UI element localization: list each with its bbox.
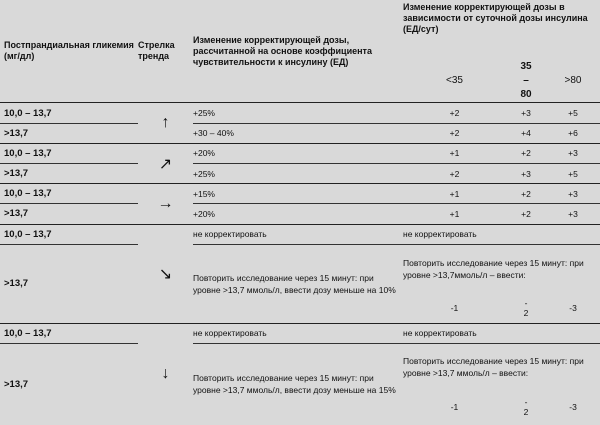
table-row [0,103,600,123]
table-row [0,224,600,244]
dose-high-cell: +5 [546,103,600,123]
isf-change-cell: не корректировать [193,323,403,343]
header-glycemia: Постпрандиальная гликемия (мг/дл) [0,0,138,103]
table-row [0,184,600,204]
subheader-high: >80 [546,59,600,103]
dose-mid-sign: - [524,297,528,308]
isf-change-cell: +20% [193,204,403,224]
arrow-down-icon: ↓ [161,365,170,383]
table-row [0,323,600,343]
table-row [0,164,600,184]
glycemia-cell: 10,0 – 13,7 [0,143,138,163]
arrow-right-icon: → [138,184,193,224]
glycemia-cell: >13,7 [4,378,29,390]
subheader-low: <35 [403,59,506,103]
dose-high-cell: +6 [546,123,600,143]
glycemia-cell: >13,7 [0,204,138,224]
dose-low-cell: +1 [403,143,506,163]
isf-change-note-cell: Повторить исследование через 15 минут: при уровне >13,7 ммоль/л, ввести дозу меньше на 15% [193,373,396,396]
subheader-mid-to: 80 [520,88,532,100]
table-row [0,343,600,389]
isf-change-cell: +20% [193,143,403,163]
isf-change-note-cell: Повторить исследование через 15 минут: при уровне >13,7 ммоль/л, ввести дозу меньше на 10% [193,244,403,323]
dose-mid-cell: +4 [506,123,546,143]
header-trend-arrow: Стрелка тренда [138,0,193,103]
isf-change-cell: +25% [193,103,403,123]
header-correction-daily: Изменение корректирующей дозы в зависимости от суточной дозы инсулина (ЕД/сут) [403,2,588,34]
glycemia-cell: >13,7 [0,164,138,184]
dose-low-cell: -1 [450,402,459,413]
isf-change-cell: не корректировать [193,224,403,244]
dose-mid-sign: - [524,397,528,408]
isf-change-cell: +25% [193,164,403,184]
dose-high-cell: +3 [546,143,600,163]
dose-mid-cell: +3 [506,103,546,123]
dose-mid-cell: +2 [506,184,546,204]
subheader-mid [506,59,546,103]
dose-low-cell: -1 [403,293,506,323]
dose-mid-cell: +2 [506,143,546,163]
table-row [0,244,600,292]
isf-change-cell: +30 – 40% [193,123,403,143]
isf-change-cell: +15% [193,184,403,204]
glycemia-cell: >13,7 [0,244,138,323]
daily-dose-note-cell: не корректировать [403,323,600,343]
dose-high-cell: +5 [546,164,600,184]
dose-mid-cell: +2 [506,204,546,224]
dose-high-cell: -3 [569,402,577,413]
dose-low-cell: +1 [403,204,506,224]
subheader-mid-dash: – [523,74,529,86]
dose-mid-cell: +3 [506,164,546,184]
arrow-up-icon: ↑ [138,103,193,143]
dose-mid-value: 2 [523,307,529,318]
glycemia-cell: 10,0 – 13,7 [0,184,138,204]
glycemia-cell: 10,0 – 13,7 [0,103,138,123]
table-row [0,143,600,163]
table-row [0,204,600,224]
daily-dose-note-cell: Повторить исследование через 15 минут: при уровне >13,7 ммоль/л – ввести: [403,355,584,378]
glycemia-cell: 10,0 – 13,7 [0,323,138,343]
dose-low-cell: +2 [403,164,506,184]
glycemia-cell: 10,0 – 13,7 [0,224,138,244]
arrow-up-right-icon: ↗ [138,143,193,183]
daily-dose-note-cell: не корректировать [403,224,600,244]
dose-low-cell: +2 [403,103,506,123]
arrow-down-right-icon: ↘ [138,224,193,323]
glycemia-cell: >13,7 [0,123,138,143]
dose-high-cell: +3 [546,204,600,224]
table-row [0,123,600,143]
daily-dose-note-cell: Повторить исследование через 15 минут: при уровне >13,7ммоль/л – ввести: [403,257,584,280]
dose-low-cell: +1 [403,184,506,204]
dose-mid-cell [506,293,546,323]
header-correction-isf: Изменение корректирующей дозы, рассчитанной на основе коэффициента чувствительности к инсулину (ЕД) [193,0,403,103]
dose-mid-cell [506,390,546,425]
dose-low-cell: +2 [403,123,506,143]
dose-mid-value: 2 [523,407,529,418]
dose-high-cell: -3 [546,293,600,323]
subheader-mid-from: 35 [520,60,532,72]
dose-high-cell: +3 [546,184,600,204]
